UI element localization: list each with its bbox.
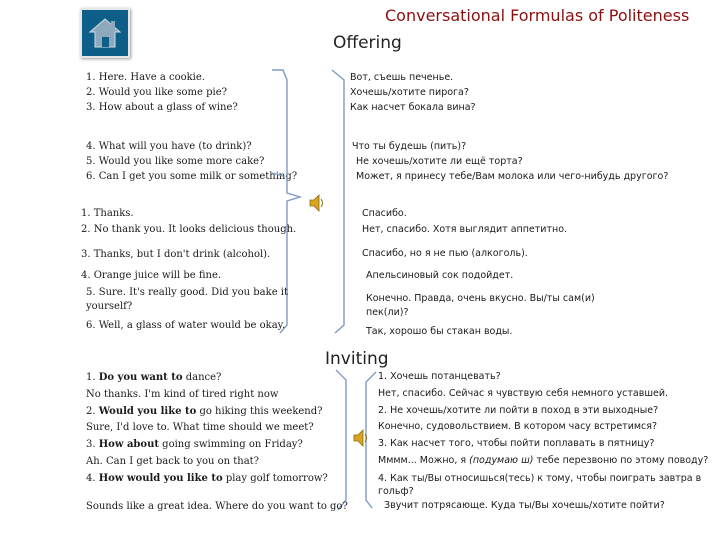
dialog-line-last-ru: Звучит потрясающе. Куда ты/Вы хочешь/хотите пойти? <box>384 500 665 511</box>
list-item: 1. Here. Have a cookie. <box>86 72 205 83</box>
response-en-3: 3. Thanks, but I don't drink (alcohol). <box>81 249 271 260</box>
list-item: Может, я принесу тебе/Вам молока или чего-нибудь другого? <box>356 171 669 182</box>
inviting-ru-block <box>378 369 708 498</box>
list-item: 5. Would you like some more cake? <box>86 156 265 167</box>
response-en-5a: 5. Sure. It's really good. Did you bake it <box>86 287 289 298</box>
dialog-line: No thanks. I'm kind of tired right now <box>86 388 279 400</box>
response-en-5b: yourself? <box>86 301 133 312</box>
dialog-line: Ah. Can I get back to you on that? <box>86 455 260 467</box>
dialog-line: 3. How about going swimming on Friday? <box>86 439 303 451</box>
dialog-line: 4. Как ты/Вы относишься(тесь) к тому, чтобы поиграть завтра в <box>378 472 702 484</box>
inviting-heading: Inviting <box>325 349 389 369</box>
list-item: Вот, съешь печенье. <box>350 72 454 83</box>
offering-heading: Offering <box>333 33 402 53</box>
list-item: Что ты будешь (пить)? <box>352 141 467 152</box>
list-item: 3. How about a glass of wine? <box>86 102 238 113</box>
list-item: Как насчет бокала вина? <box>350 102 476 113</box>
inviting-en-block <box>86 370 328 488</box>
response-en-6: 6. Well, a glass of water would be okay. <box>86 320 286 331</box>
dialog-line: 4. How would you like to play golf tomorrow? <box>86 472 328 484</box>
dialog-line: гольф? <box>378 485 414 497</box>
response-ru-6: Так, хорошо бы стакан воды. <box>366 326 513 337</box>
dialog-line: Нет, спасибо. Сейчас я чувствую себя немного уставшей. <box>378 387 669 399</box>
dialog-line: Мммм... Можно, я (подумаю ш) тебе перезвоню по этому поводу? <box>378 454 709 466</box>
list-item: 6. Can I get you some milk or something? <box>86 171 298 182</box>
speaker-icon <box>308 193 326 213</box>
speaker-icon <box>352 428 370 448</box>
dialog-line: 2. Would you like to go hiking this weekend? <box>86 405 323 417</box>
response-ru-3: Спасибо, но я не пью (алкоголь). <box>362 248 528 259</box>
page-title: Conversational Formulas of Politeness <box>385 6 690 25</box>
response-ru-4: Апельсиновый сок подойдет. <box>366 270 514 281</box>
response-ru-1: Спасибо. <box>362 208 407 219</box>
response-ru-2: Нет, спасибо. Хотя выглядит аппетитно. <box>362 224 568 235</box>
response-en-1: 1. Thanks. <box>81 208 134 219</box>
list-item: Хочешь/хотите пирога? <box>350 87 469 98</box>
response-ru-5b: пек(ли)? <box>366 307 409 318</box>
response-en-4: 4. Orange juice will be fine. <box>81 270 222 281</box>
dialog-line: 1. Хочешь потанцевать? <box>378 371 501 382</box>
list-item: 2. Would you like some pie? <box>86 87 228 98</box>
play-audio-offering-button[interactable] <box>308 193 326 217</box>
dialog-line: Sure, I'd love to. What time should we meet? <box>86 422 314 434</box>
dialog-line: 3. Как насчет того, чтобы пойти поплавать в пятницу? <box>378 438 655 450</box>
list-item: Не хочешь/хотите ли ещё торта? <box>356 156 523 167</box>
play-audio-inviting-button[interactable] <box>352 428 370 452</box>
response-ru-5a: Конечно. Правда, очень вкусно. Вы/ты сам(и) <box>366 293 595 304</box>
dialog-line-last: Sounds like a great idea. Where do you want to go? <box>86 501 348 512</box>
list-item: 4. What will you have (to drink)? <box>86 141 252 152</box>
dialog-line: 1. Do you want to dance? <box>86 372 222 383</box>
dialog-line: 2. Не хочешь/хотите ли пойти в поход в эти выходные? <box>378 404 659 416</box>
response-en-2: 2. No thank you. It looks delicious though. <box>81 224 297 235</box>
dialog-line: Конечно, судовольствием. В котором часу встретимся? <box>378 421 658 433</box>
